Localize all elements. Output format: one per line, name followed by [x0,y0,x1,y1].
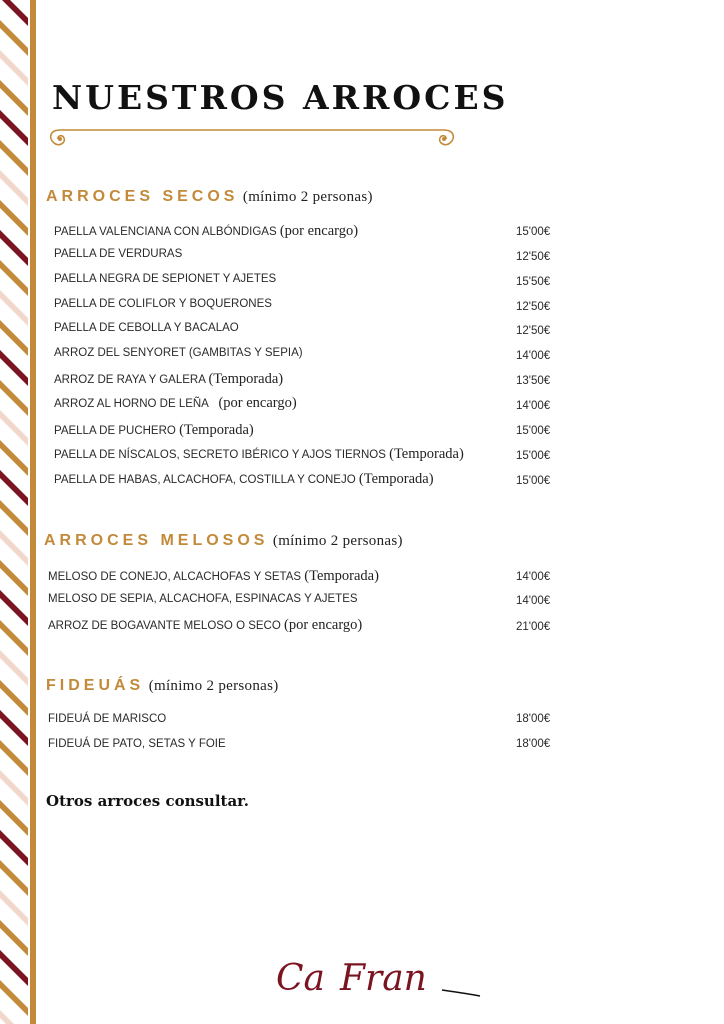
item-name: FIDEUÁ DE MARISCO [48,713,167,725]
menu-item [54,471,434,491]
menu-item [48,713,166,733]
item-note: (Temporada) [358,471,434,487]
decorative-border [0,0,38,1024]
border-stripe [0,470,28,506]
item-note: (Temporada) [389,446,464,462]
item-price: 12'50€ [516,325,551,337]
border-stripe [0,980,28,1016]
logo-text-ca: Ca [276,958,326,999]
border-stripe [0,680,28,716]
border-stripe [0,440,28,476]
menu-item [48,593,358,613]
ca-fran-logo-icon [274,952,484,1002]
border-stripe [0,800,28,836]
section-heading-fideuas [46,677,279,695]
item-name: FIDEUÁ DE PATO, SETAS Y FOIE [48,738,226,750]
menu-item [54,395,297,415]
border-stripe [0,620,28,656]
menu-item [54,371,283,391]
section-title: ARROCES MELOSOS [44,532,269,549]
item-name: ARROZ DEL SENYORET (GAMBITAS Y SEPIA) [54,347,303,359]
item-name: ARROZ DE BOGAVANTE MELOSO O SECO [48,620,281,632]
menu-item [54,422,254,442]
item-name: ARROZ DE RAYA Y GALERA [54,374,206,386]
border-stripe [0,380,28,416]
item-name: PAELLA NEGRA DE SEPIONET Y AJETES [54,273,277,285]
item-name: PAELLA VALENCIANA CON ALBÓNDIGAS [54,226,277,238]
border-stripe [0,320,28,356]
diagonal-stripe-border-icon [0,0,38,1024]
border-stripe [0,20,28,56]
section-note: (mínimo 2 personas) [148,678,279,694]
footer-note: Otros arroces consultar. [46,792,249,810]
item-price: 12'50€ [516,301,551,313]
border-stripe [0,650,28,686]
item-note: (Temporada) [208,371,284,387]
item-price: 14'00€ [516,350,551,362]
item-price: 15'00€ [516,226,551,238]
menu-item [54,322,239,342]
border-stripe [0,350,28,386]
border-stripe [0,1010,28,1024]
item-name: PAELLA DE NÍSCALOS, SECRETO IBÉRICO Y AJOS TIERNOS [54,449,386,461]
item-price: 15'00€ [516,450,551,462]
item-price: 14'00€ [516,571,551,583]
item-name: MELOSO DE SEPIA, ALCACHOFA, ESPINACAS Y AJETES [48,593,358,605]
border-stripe [0,590,28,626]
menu-item [54,248,182,268]
border-stripe [0,260,28,296]
border-stripe [0,530,28,566]
border-stripe [0,890,28,926]
item-price: 21'00€ [516,621,551,633]
item-price: 18'00€ [516,738,551,750]
menu-item [48,568,379,588]
menu-item [54,347,303,367]
border-bar [30,0,36,1024]
border-stripe [0,200,28,236]
item-price: 14'00€ [516,595,551,607]
border-stripe [0,290,28,326]
border-stripe [0,170,28,206]
section-heading-arroces-secos [46,188,373,206]
border-stripe [0,0,28,26]
border-stripe [0,710,28,746]
item-price: 15'00€ [516,425,551,437]
logo-text-fran: Fran [340,958,427,999]
border-stripe [0,830,28,866]
menu-item [48,738,226,758]
border-stripe [0,50,28,86]
border-stripe [0,110,28,146]
item-note: (Temporada) [304,568,379,584]
border-stripe [0,740,28,776]
section-note: (mínimo 2 personas) [242,189,373,205]
item-price: 15'50€ [516,276,551,288]
menu-item [48,617,362,637]
section-heading-arroces-melosos [44,532,403,550]
item-note: (por encargo) [284,617,363,633]
scroll-divider-icon [46,124,458,152]
section-title: ARROCES SECOS [46,188,239,205]
page-title: NUESTROS ARROCES [52,78,509,117]
item-name: MELOSO DE CONEJO, ALCACHOFAS Y SETAS [48,571,302,583]
item-name: ARROZ AL HORNO DE LEÑA [54,398,209,410]
section-title: FIDEUÁS [46,677,145,694]
item-price: 18'00€ [516,713,551,725]
border-stripe [0,860,28,896]
item-name: PAELLA DE VERDURAS [54,248,183,260]
border-stripe [0,410,28,446]
border-stripe [0,920,28,956]
item-name: PAELLA DE PUCHERO [54,425,176,437]
item-name: PAELLA DE COLIFLOR Y BOQUERONES [54,298,272,310]
border-stripe [0,140,28,176]
border-stripe [0,770,28,806]
border-stripe [0,80,28,116]
border-stripe [0,950,28,986]
item-price: 13'50€ [516,375,551,387]
item-note: (Temporada) [179,422,254,438]
border-stripe [0,230,28,266]
item-name: PAELLA DE HABAS, ALCACHOFA, COSTILLA Y CONEJO [54,474,356,486]
border-stripe [0,500,28,536]
item-price: 15'00€ [516,475,551,487]
border-stripe [0,560,28,596]
menu-item [54,446,464,466]
menu-item [54,223,358,243]
menu-item [54,298,272,318]
menu-item [54,273,276,293]
item-name: PAELLA DE CEBOLLA Y BACALAO [54,322,239,334]
item-note: (por encargo) [218,395,297,411]
section-note: (mínimo 2 personas) [272,533,403,549]
item-note: (por encargo) [279,223,359,239]
item-price: 12'50€ [516,251,551,263]
item-price: 14'00€ [516,400,551,412]
